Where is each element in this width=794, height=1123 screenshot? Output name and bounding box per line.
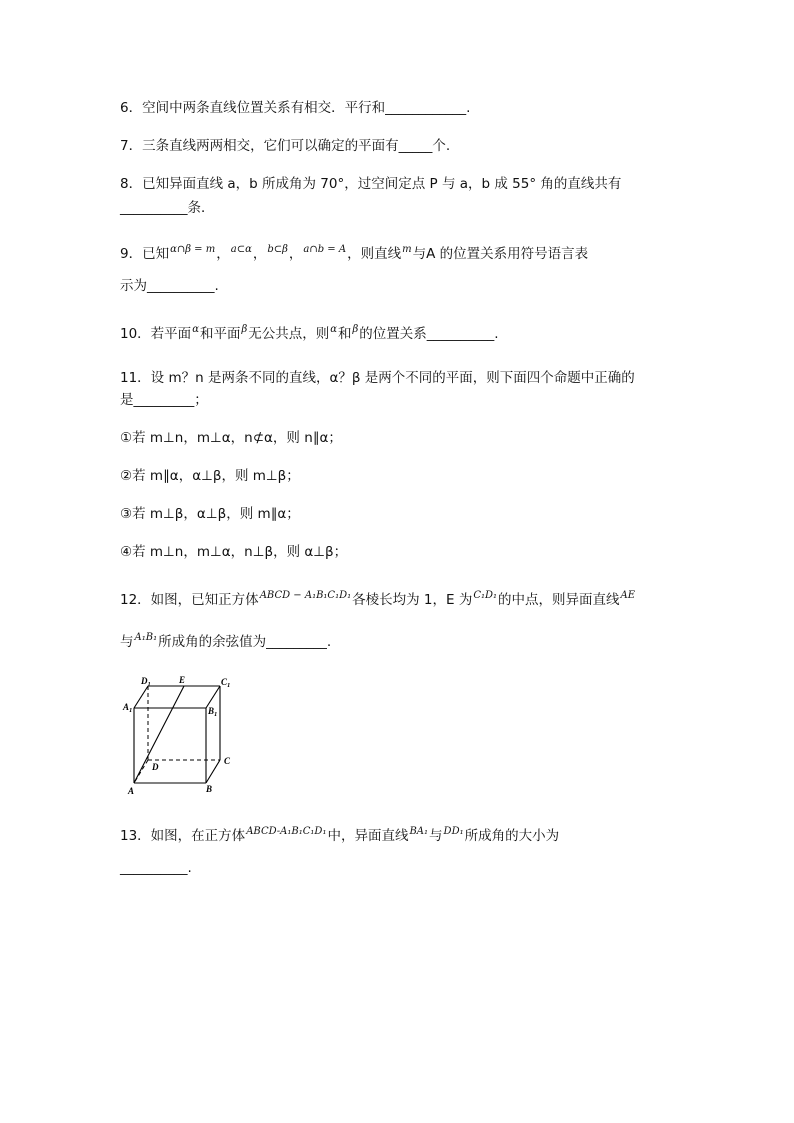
math-segment-c1d1: C₁D₁ bbox=[473, 590, 498, 601]
problem-10-t5: 的位置关系__________. bbox=[359, 326, 499, 342]
problem-6: 6．空间中两条直线位置关系有相交．平行和____________. bbox=[120, 100, 471, 116]
problem-13-t3: 与 bbox=[429, 828, 443, 844]
problem-9-prefix: 9．已知 bbox=[120, 246, 170, 262]
edge-c-b bbox=[206, 760, 220, 783]
math-cube-name: ABCD-A₁B₁C₁D₁ bbox=[246, 826, 327, 837]
problem-12-t1: 12．如图，已知正方体 bbox=[120, 592, 259, 608]
problem-9-line-2: 示为__________. bbox=[120, 278, 219, 294]
separator: ， bbox=[252, 246, 267, 262]
problem-11-option-4: ④若 m⊥n，m⊥α，n⊥β，则 α⊥β； bbox=[120, 544, 348, 560]
math-cube-name: ABCD − A₁B₁C₁D₁ bbox=[259, 590, 352, 601]
problem-11-option-3: ③若 m⊥β，α⊥β，则 m∥α； bbox=[120, 506, 300, 522]
problem-8-line-1: 8．已知异面直线 a，b 所成角为 70°，过空间定点 P 与 a，b 成 55° 角的直线共有 bbox=[120, 176, 622, 192]
math-segment-dd1: DD₁ bbox=[443, 826, 464, 837]
problem-9-mid: ，则直线 bbox=[347, 246, 402, 262]
problem-13-line-2: __________. bbox=[120, 860, 192, 876]
problem-13-t1: 13．如图，在正方体 bbox=[120, 828, 246, 844]
edge-a1-d1 bbox=[134, 686, 148, 708]
math-segment-a1b1: A₁B₁ bbox=[134, 632, 158, 643]
math-a-subset-alpha: a⊂α bbox=[230, 244, 252, 255]
label-a: A bbox=[128, 786, 135, 796]
problem-9-suffix: 与A 的位置关系用符号语言表 bbox=[412, 246, 589, 262]
label-b1: $B_1$ bbox=[208, 706, 218, 718]
problem-11-option-1: ①若 m⊥n，m⊥α，n⊄α，则 n∥α； bbox=[120, 430, 342, 446]
problem-10-t4: 和 bbox=[338, 326, 352, 342]
label-d1: $D_1$ bbox=[141, 676, 151, 688]
problem-9-line-1 bbox=[120, 244, 680, 266]
problem-11-option-2: ②若 m∥α，α⊥β，则 m⊥β； bbox=[120, 468, 300, 484]
problem-12-line-2 bbox=[120, 632, 680, 654]
math-m: m bbox=[402, 244, 412, 255]
problem-10-t3: 无公共点，则 bbox=[248, 326, 330, 342]
problem-12-t2: 各棱长均为 1，E 为 bbox=[352, 592, 473, 608]
problem-12-t4: 与 bbox=[120, 634, 134, 650]
hidden-edge-d-a bbox=[134, 760, 148, 783]
problem-13-line-1 bbox=[120, 826, 680, 848]
separator: ， bbox=[288, 246, 303, 262]
problem-13-t4: 所成角的大小为 bbox=[464, 828, 560, 844]
problem-13-t2: 中，异面直线 bbox=[327, 828, 409, 844]
math-segment-ae: AE bbox=[620, 590, 636, 601]
problem-10-t2: 和平面 bbox=[199, 326, 241, 342]
math-beta: β bbox=[241, 324, 248, 335]
math-beta: β bbox=[352, 324, 359, 335]
problem-10 bbox=[120, 324, 680, 346]
math-alpha: α bbox=[330, 324, 337, 335]
problem-11-line-1: 11．设 m？n 是两条不同的直线，α？β 是两个不同的平面，则下面四个命题中正确的 bbox=[120, 370, 635, 386]
math-alpha-cap-beta: α∩β = m bbox=[170, 244, 216, 255]
problem-10-t1: 10．若平面 bbox=[120, 326, 192, 342]
math-alpha: α bbox=[192, 324, 199, 335]
problem-12-t5: 所成角的余弦值为_________. bbox=[158, 634, 332, 650]
math-a-cap-b: a∩b = A bbox=[303, 244, 347, 255]
problem-12-t3: 的中点，则异面直线 bbox=[498, 592, 620, 608]
problem-12-line-1 bbox=[120, 590, 680, 612]
label-e: E bbox=[179, 675, 186, 685]
label-d: D bbox=[152, 762, 159, 772]
math-segment-ba1: BA₁ bbox=[409, 826, 429, 837]
segment-ae bbox=[134, 686, 184, 783]
label-c: C bbox=[224, 756, 231, 766]
problem-8-line-2: __________条． bbox=[120, 200, 215, 216]
math-b-subset-beta: b⊂β bbox=[267, 244, 288, 255]
label-b: B bbox=[206, 784, 213, 794]
cube-figure bbox=[120, 670, 245, 800]
separator: ， bbox=[216, 246, 230, 262]
label-a1: $A_1$ bbox=[123, 702, 133, 714]
label-c1: $C_1$ bbox=[221, 677, 231, 689]
edge-c1-b1 bbox=[206, 686, 220, 708]
problem-11-line-2: 是_________； bbox=[120, 392, 208, 408]
problem-7: 7．三条直线两两相交，它们可以确定的平面有_____个. bbox=[120, 138, 451, 154]
